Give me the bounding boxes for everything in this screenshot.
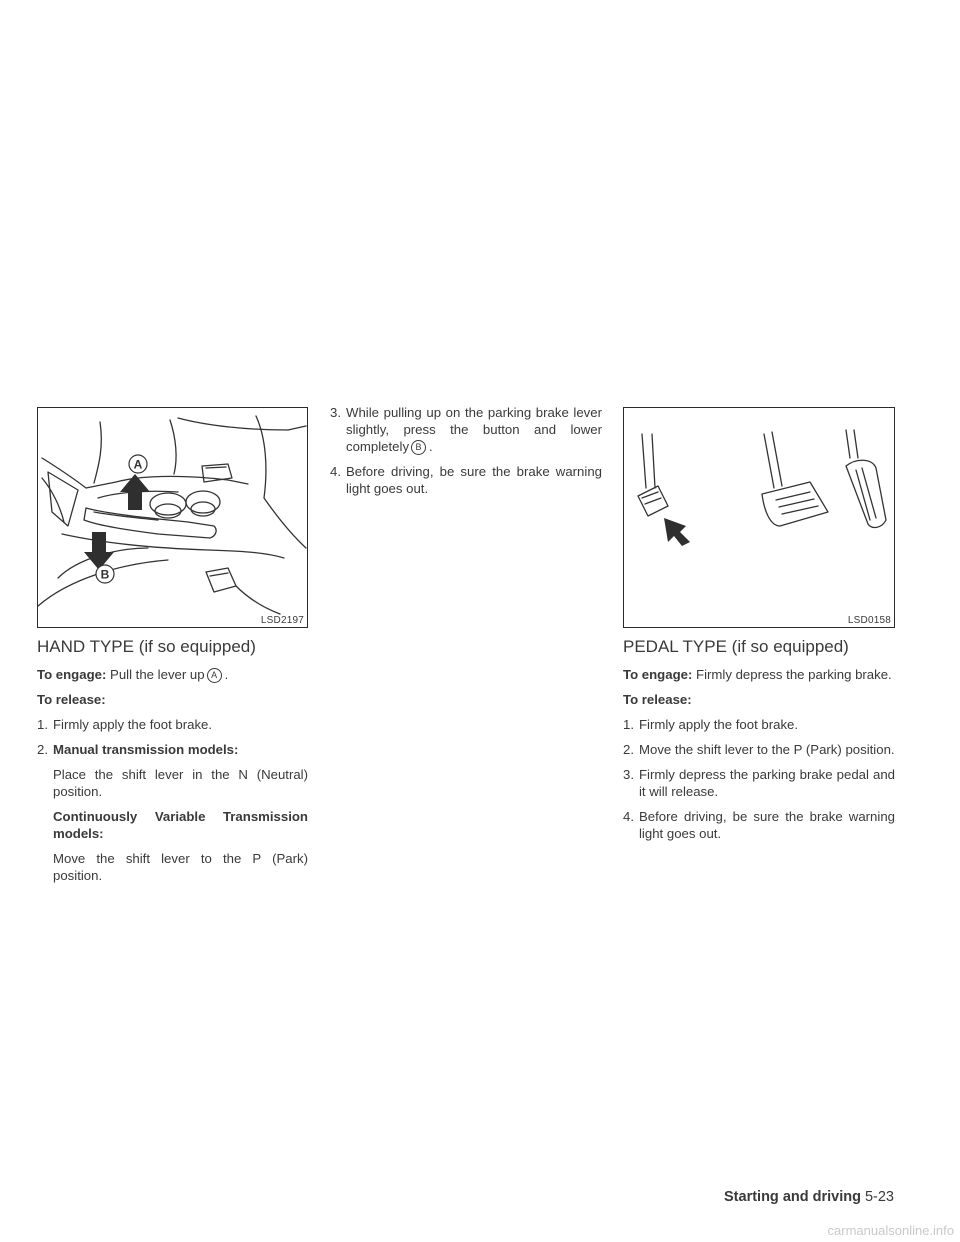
pedal-engage	[623, 666, 895, 683]
section-title: Starting and driving	[724, 1189, 861, 1205]
hand-step-2	[37, 741, 308, 758]
ref-b-icon: B	[411, 440, 426, 455]
pedal-step-3	[623, 766, 895, 800]
step-number: 4.	[330, 464, 341, 480]
engage-text: Firmly depress the parking brake.	[696, 667, 892, 682]
pedal-step-2	[623, 741, 895, 758]
step-text: Firmly apply the foot brake.	[639, 717, 799, 732]
pedal-step-1	[623, 716, 895, 733]
hand-type-column	[37, 636, 308, 892]
hand-brake-figure	[37, 407, 308, 628]
step-label: Manual transmission models:	[53, 742, 239, 758]
engage-label: To engage:	[37, 667, 107, 682]
watermark: carmanualsonline.info	[827, 1223, 954, 1238]
pedal-brake-figure	[623, 407, 895, 628]
pedal-type-column	[623, 636, 895, 850]
engage-label: To engage:	[623, 667, 693, 682]
hand-step-4	[330, 463, 602, 497]
manual-text: Place the shift lever in the N (Neutral) position.	[53, 767, 308, 800]
pedal-type-heading: PEDAL TYPE (if so equipped)	[623, 637, 849, 656]
step-number: 3.	[330, 405, 341, 420]
pedal-brake-illustration	[624, 408, 895, 628]
hand-step-1	[37, 716, 308, 733]
step-text: Firmly apply the foot brake.	[53, 717, 213, 733]
page-number: 5-23	[864, 1189, 894, 1205]
callout-b: B	[100, 567, 110, 582]
step-text: Before driving, be sure the brake warning light goes out.	[346, 464, 602, 497]
step-text: Firmly depress the parking brake pedal and it will release.	[639, 767, 895, 799]
hand-step-3	[330, 404, 602, 455]
cvt-text: Move the shift lever to the P (Park) position.	[53, 851, 308, 884]
step-text: While pulling up on the parking brake lever slightly, press the button and lower completely	[346, 405, 602, 454]
figure-code: LSD0158	[847, 615, 891, 626]
release-label: To release:	[623, 692, 692, 707]
step-end: .	[429, 439, 433, 454]
step-number: 4.	[623, 809, 634, 824]
engage-end: .	[224, 667, 229, 682]
hand-brake-illustration	[38, 408, 308, 628]
hand-type-column-continued	[330, 404, 602, 505]
step-number: 1.	[623, 717, 634, 732]
step-number: 1.	[37, 717, 48, 733]
release-label: To release:	[37, 692, 106, 708]
callout-a: A	[133, 457, 143, 472]
page-footer	[724, 1189, 894, 1205]
figure-code: LSD2197	[260, 615, 304, 626]
pedal-step-4	[623, 808, 895, 842]
hand-type-heading: HAND TYPE (if so equipped)	[37, 637, 256, 656]
cvt-label: Continuously Variable Transmission models:	[53, 809, 308, 842]
engage-text: Pull the lever up	[110, 667, 205, 682]
ref-a-icon: A	[207, 668, 222, 683]
hand-engage	[37, 666, 308, 683]
step-number: 3.	[623, 767, 634, 782]
step-text: Before driving, be sure the brake warning light goes out.	[639, 809, 895, 841]
step-text: Move the shift lever to the P (Park) position.	[639, 742, 895, 757]
step-number: 2.	[623, 742, 634, 757]
step-number: 2.	[37, 742, 48, 758]
